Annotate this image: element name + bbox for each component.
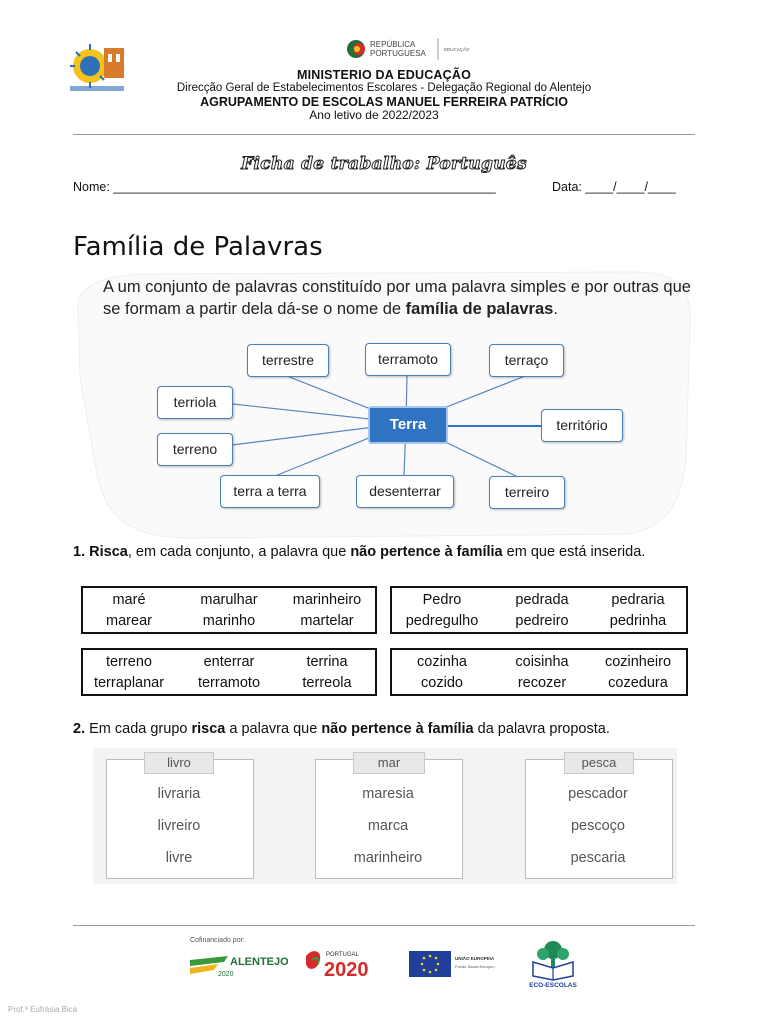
group-tag-pesca: pesca bbox=[564, 752, 634, 774]
word-set-1-item[interactable]: martelar bbox=[300, 613, 354, 629]
ex2-verb: risca bbox=[191, 721, 226, 737]
word-box-territorio: território bbox=[541, 409, 623, 442]
word-box-terreiro: terreiro bbox=[489, 476, 565, 509]
alentejo-2020-logo bbox=[188, 950, 288, 978]
word-set-4-item[interactable]: cozido bbox=[421, 675, 463, 691]
portugal-year: 2020 bbox=[324, 959, 369, 980]
word-set-2-item[interactable]: pedraria bbox=[611, 592, 665, 608]
eco-text: ECO-ESCOLAS bbox=[529, 982, 577, 988]
word-set-4 bbox=[390, 648, 688, 696]
word-set-3 bbox=[81, 648, 377, 696]
ex1-bold: não pertence à família bbox=[350, 544, 503, 560]
eu-line2: Fundo Social Europeu bbox=[455, 964, 495, 969]
rep-line2: PORTUGUESA bbox=[370, 49, 426, 58]
option-livro-1[interactable]: livraria bbox=[157, 786, 201, 802]
ex2-text-b: a palavra que bbox=[225, 721, 322, 737]
option-pesca-3[interactable]: pescaria bbox=[570, 850, 626, 866]
eu-line1: UNIÃO EUROPEIA bbox=[455, 956, 495, 961]
word-set-2-item[interactable]: Pedro bbox=[422, 592, 462, 608]
group-tag-livro: livro bbox=[144, 752, 214, 774]
word-set-3-item[interactable]: terrina bbox=[306, 654, 348, 670]
teacher-credit: Prof.ª Eufrásia Bica bbox=[8, 1005, 78, 1014]
date-field[interactable]: Data: ____/____/____ bbox=[552, 180, 676, 194]
ex2-number: 2. bbox=[73, 721, 86, 737]
word-box-terramoto: terramoto bbox=[365, 343, 451, 376]
word-set-2 bbox=[390, 586, 688, 634]
word-set-3-item[interactable]: terreola bbox=[302, 675, 352, 691]
option-mar-1[interactable]: maresia bbox=[362, 786, 414, 802]
word-box-terrestre: terrestre bbox=[247, 344, 329, 377]
word-box-terra-a-terra: terra a terra bbox=[220, 475, 320, 508]
rep-dept: EDUCAÇÃO bbox=[444, 47, 470, 52]
group-tag-mar: mar bbox=[353, 752, 425, 774]
word-box-terraco: terraço bbox=[489, 344, 564, 377]
word-box-terreno: terreno bbox=[157, 433, 233, 466]
name-field[interactable]: Nome: _______________________________________________________ bbox=[73, 180, 496, 194]
ex2-bold: não pertence à família bbox=[321, 721, 474, 737]
ex1-text-b: em que está inserida. bbox=[502, 544, 646, 560]
word-set-4-item[interactable]: coisinha bbox=[515, 654, 569, 670]
exercise2-instruction bbox=[73, 721, 610, 737]
cofinanced-label: Cofinanciado por: bbox=[190, 937, 245, 944]
exercise1-instruction bbox=[73, 541, 695, 563]
school-year: Ano letivo de 2022/2023 bbox=[309, 108, 439, 122]
word-set-1-item[interactable]: marinho bbox=[202, 613, 256, 629]
alentejo-text: ALENTEJO bbox=[230, 956, 288, 968]
eu-flag-logo bbox=[407, 950, 507, 978]
word-set-2-item[interactable]: pedrinha bbox=[609, 613, 667, 629]
word-set-2-item[interactable]: pedregulho bbox=[405, 613, 479, 629]
word-set-2-item[interactable]: pedrada bbox=[515, 592, 569, 608]
direction-line: Direcção Geral de Estabelecimentos Escolares - Delegação Regional do Alentejo bbox=[176, 82, 592, 94]
word-set-3-item[interactable]: terreno bbox=[106, 654, 152, 670]
intro-end: . bbox=[553, 300, 558, 318]
word-box-terriola: terriola bbox=[157, 386, 233, 419]
portugal-2020-logo bbox=[302, 946, 394, 980]
word-set-4-item[interactable]: cozedura bbox=[608, 675, 668, 691]
rep-line1: REPÚBLICA bbox=[370, 40, 416, 49]
option-livro-3[interactable]: livre bbox=[165, 850, 193, 866]
ex2-text-a: Em cada grupo bbox=[85, 721, 192, 737]
school-name: AGRUPAMENTO DE ESCOLAS MANUEL FERREIRA PATRÍCIO bbox=[200, 95, 568, 109]
center-word-terra: Terra bbox=[368, 406, 448, 444]
word-set-4-item[interactable]: cozinheiro bbox=[604, 654, 672, 670]
word-set-4-item[interactable]: cozinha bbox=[417, 654, 467, 670]
word-set-1-item[interactable]: maré bbox=[112, 592, 146, 608]
sheet-title: Ficha de trabalho: Português bbox=[241, 154, 527, 174]
ex2-text-c: da palavra proposta. bbox=[473, 721, 610, 737]
section-title: Família de Palavras bbox=[73, 232, 323, 262]
word-set-4-item[interactable]: recozer bbox=[517, 675, 567, 691]
ministry-heading: MINISTERIO DA EDUCAÇÃO bbox=[296, 68, 472, 82]
word-box-desenterrar: desenterrar bbox=[356, 475, 454, 508]
option-mar-2[interactable]: marca bbox=[367, 818, 409, 834]
word-set-3-item[interactable]: enterrar bbox=[203, 654, 255, 670]
word-set-3-item[interactable]: terraplanar bbox=[93, 675, 165, 691]
word-set-1-item[interactable]: marear bbox=[106, 613, 152, 629]
ex1-verb: Risca bbox=[89, 544, 128, 560]
word-set-3-item[interactable]: terramoto bbox=[197, 675, 261, 691]
word-set-1-item[interactable]: marulhar bbox=[200, 592, 258, 608]
option-livro-2[interactable]: livreiro bbox=[157, 818, 201, 834]
option-mar-3[interactable]: marinheiro bbox=[353, 850, 423, 866]
word-set-1-item[interactable]: marinheiro bbox=[292, 592, 362, 608]
option-pesca-2[interactable]: pescoço bbox=[570, 818, 625, 834]
alentejo-year: 2020 bbox=[218, 971, 234, 978]
word-set-1 bbox=[81, 586, 377, 634]
ex1-text-a: , em cada conjunto, a palavra que bbox=[127, 544, 351, 560]
intro-bold: família de palavras bbox=[405, 300, 554, 318]
intro-text: A um conjunto de palavras constituído por uma palavra simples e por outras que se formam a partir dela dá-se o nome de bbox=[103, 278, 691, 318]
eco-escolas-logo bbox=[521, 938, 585, 988]
word-set-2-item[interactable]: pedreiro bbox=[515, 613, 569, 629]
ex1-number: 1. bbox=[73, 544, 86, 560]
footer-divider bbox=[73, 925, 695, 926]
portugal-label: PORTUGAL bbox=[326, 952, 359, 958]
option-pesca-1[interactable]: pescador bbox=[568, 786, 628, 802]
